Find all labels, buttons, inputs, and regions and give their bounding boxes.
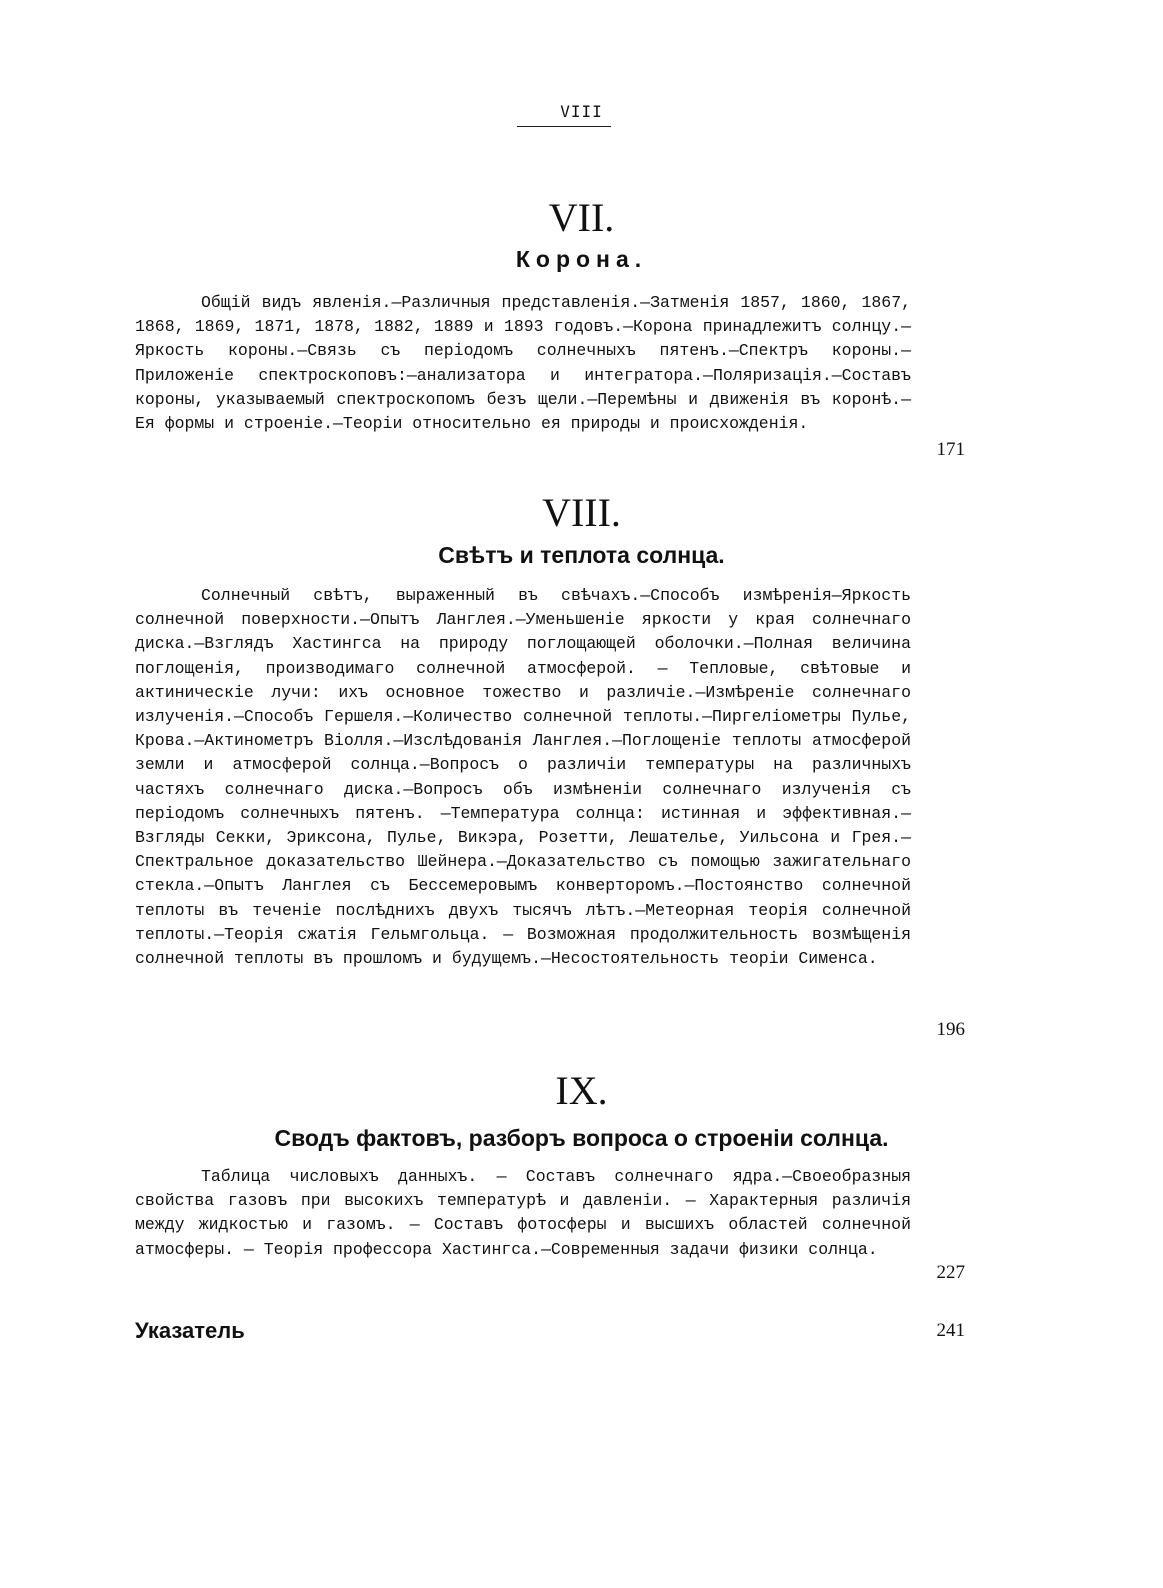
- section-summary-light-heat: Солнечный свѣтъ, выраженный въ свѣчахъ.—Способъ измѣренія—Яркость солнечной поверхности.—Опытъ Ланглея.—Уменьшеніе яркости у края солнечнаго диска.—Взглядъ Хастингса на природу поглощающей оболочки.—Полная величина поглощенія, производимаго солнечной атмосферой. — Тепловые, свѣтовые и актиническіе лучи: ихъ основное тожество и различіе.—Измѣреніе солнечнаго излученія.—Способъ Гершеля.—Количество солнечной теплоты.—Пиргеліометры Пулье, Крова.—Актинометръ Віолля.—Изслѣдованія Ланглея.—Поглощеніе теплоты атмосферой земли и атмосферой солнца.—Вопросъ о различіи температуры на различныхъ частяхъ солнечнаго диска.—Вопросъ объ измѣненіи солнечнаго излученія съ періодомъ солнечныхъ пятенъ. —Температура солнца: истинная и эффективная.—Взгляды Секки, Эриксона, Пулье, Викэра, Розетти, Лешателье, Уильсона и Грея.—Спектральное доказательство Шейнера.—Доказательство съ помощью зажигательнаго стекла.—Опытъ Ланглея съ Бессемеровымъ конверторомъ.—Постоянство солнечной теплоты въ теченіе послѣднихъ двухъ тысячъ лѣтъ.—Метеорная теорія солнечной теплоты.—Теорія сжатія Гельмгольца. — Возможная продолжительность возмѣщенія солнечной теплоты въ прошломъ и будущемъ.—Несостоятельность теоріи Сименса.: [135, 586, 911, 969]
- section-title-light-heat: Свѣтъ и теплота солнца.: [438, 542, 725, 568]
- section-numeral-vii: VII.: [548, 195, 615, 240]
- section-page-number-corona: 171: [936, 439, 965, 460]
- section-summary-structure: Таблица числовыхъ данныхъ. — Составъ солнечнаго ядра.—Своеобразныя свойства газовъ при высокихъ температурѣ и давленіи. — Характерныя различія между жидкостью и газомъ. — Составъ фотосферы и высшихъ областей солнечной атмосферы. — Теорія профессора Хастингса.—Современныя задачи физики солнца.: [135, 1167, 911, 1259]
- section-title-corona: Корона.: [515, 246, 648, 272]
- index-page-number: 241: [936, 1320, 965, 1341]
- section-numeral-ix: IX.: [555, 1068, 608, 1113]
- index-label: Указатель: [135, 1318, 245, 1343]
- section-numeral-viii: VIII.: [542, 490, 621, 535]
- running-head-rule: [517, 126, 611, 127]
- section-summary-corona: Общій видъ явленія.—Различныя представленія.—Затменія 1857, 1860, 1867, 1868, 1869, 1871, 1878, 1882, 1889 и 1893 годовъ.—Корона принадлежитъ солнцу.—Яркость короны.—Связь съ періодомъ солнечныхъ пятенъ.—Спектръ короны.—Приложеніе спектроскоповъ:—анализатора и интегратора.—Поляризація.—Составъ короны, указываемый спектроскопомъ безъ щели.—Перемѣны и движенія въ коронѣ.—Ея формы и строеніе.—Теоріи относительно ея природы и происхожденія.: [135, 293, 911, 434]
- section-page-number-structure: 227: [936, 1262, 965, 1283]
- section-title-summary-structure: Сводъ фактовъ, разборъ вопроса о строеніи солнца.: [274, 1125, 889, 1151]
- section-page-number-light-heat: 196: [936, 1019, 965, 1040]
- running-head: VIII: [560, 102, 603, 121]
